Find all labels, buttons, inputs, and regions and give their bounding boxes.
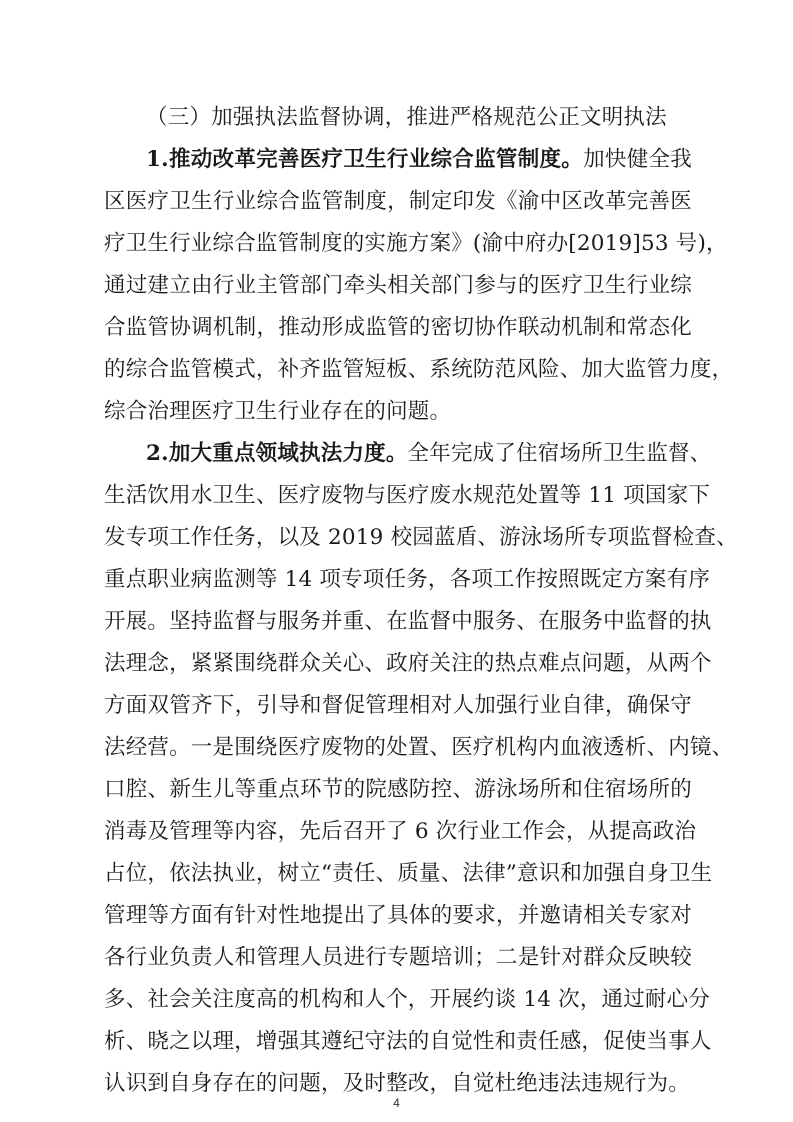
paragraph-2-line: 重点职业病监测等 14 项专项任务，各项工作按照既定方案有序 — [104, 567, 711, 592]
paragraph-1-line: 通过建立由行业主管部门牵头相关部门参与的医疗卫生行业综 — [104, 273, 692, 298]
paragraph-2-line: 发专项工作任务，以及 2019 校园蓝盾、游泳场所专项监督检查、 — [104, 525, 738, 550]
paragraph-2-lead: 2.加大重点领域执法力度。 — [146, 441, 408, 466]
paragraph-2-line: 口腔、新生儿等重点环节的院感防控、游泳场所和住宿场所的 — [104, 777, 692, 802]
paragraph-2-line: 认识到自身存在的问题，及时整改，自觉杜绝违法违规行为。 — [104, 1071, 690, 1096]
paragraph-2-line: 消毒及管理等内容，先后召开了 6 次行业工作会，从提高政治 — [104, 819, 697, 844]
paragraph-1-first-line — [146, 145, 692, 175]
page-number: 4 — [393, 1096, 400, 1110]
paragraph-2-first-line-rest: 全年完成了住宿场所卫生监督、 — [407, 441, 712, 466]
paragraph-1-first-line-rest: 加快健全我 — [583, 147, 692, 172]
paragraph-1-line: 综合治理医疗卫生行业存在的问题。 — [104, 399, 452, 424]
paragraph-1-line: 区医疗卫生行业综合监管制度，制定印发《渝中区改革完善医 — [104, 189, 692, 214]
paragraph-2-line: 多、社会关注度高的机构和人个，开展约谈 14 次，通过耐心分 — [104, 987, 711, 1012]
paragraph-2-line: 法经营。一是围绕医疗废物的处置、医疗机构内血液透析、内镜、 — [104, 735, 734, 760]
paragraph-1-lead: 1.推动改革完善医疗卫生行业综合监管制度。 — [146, 147, 584, 172]
paragraph-1-line: 合监管协调机制，推动形成监管的密切协作联动机制和常态化 — [104, 315, 692, 340]
paragraph-2-line: 管理等方面有针对性地提出了具体的要求，并邀请相关专家对 — [104, 903, 692, 928]
paragraph-2-line: 生活饮用水卫生、医疗废物与医疗废水规范处置等 11 项国家下 — [104, 483, 711, 508]
paragraph-2-line: 法理念，紧紧围绕群众关心、政府关注的热点难点问题，从两个 — [104, 651, 712, 676]
paragraph-1-line: 的综合监管模式，补齐监管短板、系统防范风险、加大监管力度， — [104, 357, 734, 382]
section-heading: （三）加强执法监督协调，推进严格规范公正文明执法 — [146, 105, 667, 130]
paragraph-2-first-line — [146, 439, 712, 469]
paragraph-2-line: 开展。坚持监督与服务并重、在监督中服务、在服务中监督的执 — [104, 609, 712, 634]
paragraph-2-line: 占位，依法执业，树立“责任、质量、法律”意识和加强自身卫生 — [104, 861, 713, 886]
paragraph-2-line: 析、晓之以理，增强其遵纪守法的自觉性和责任感，促使当事人 — [104, 1029, 712, 1054]
paragraph-2-line: 方面双管齐下，引导和督促管理相对人加强行业自律，确保守 — [104, 693, 692, 718]
paragraph-2-line: 各行业负责人和管理人员进行专题培训；二是针对群众反映较 — [104, 945, 692, 970]
paragraph-1-line: 疗卫生行业综合监管制度的实施方案》(渝中府办[2019]53 号)， — [104, 231, 728, 256]
